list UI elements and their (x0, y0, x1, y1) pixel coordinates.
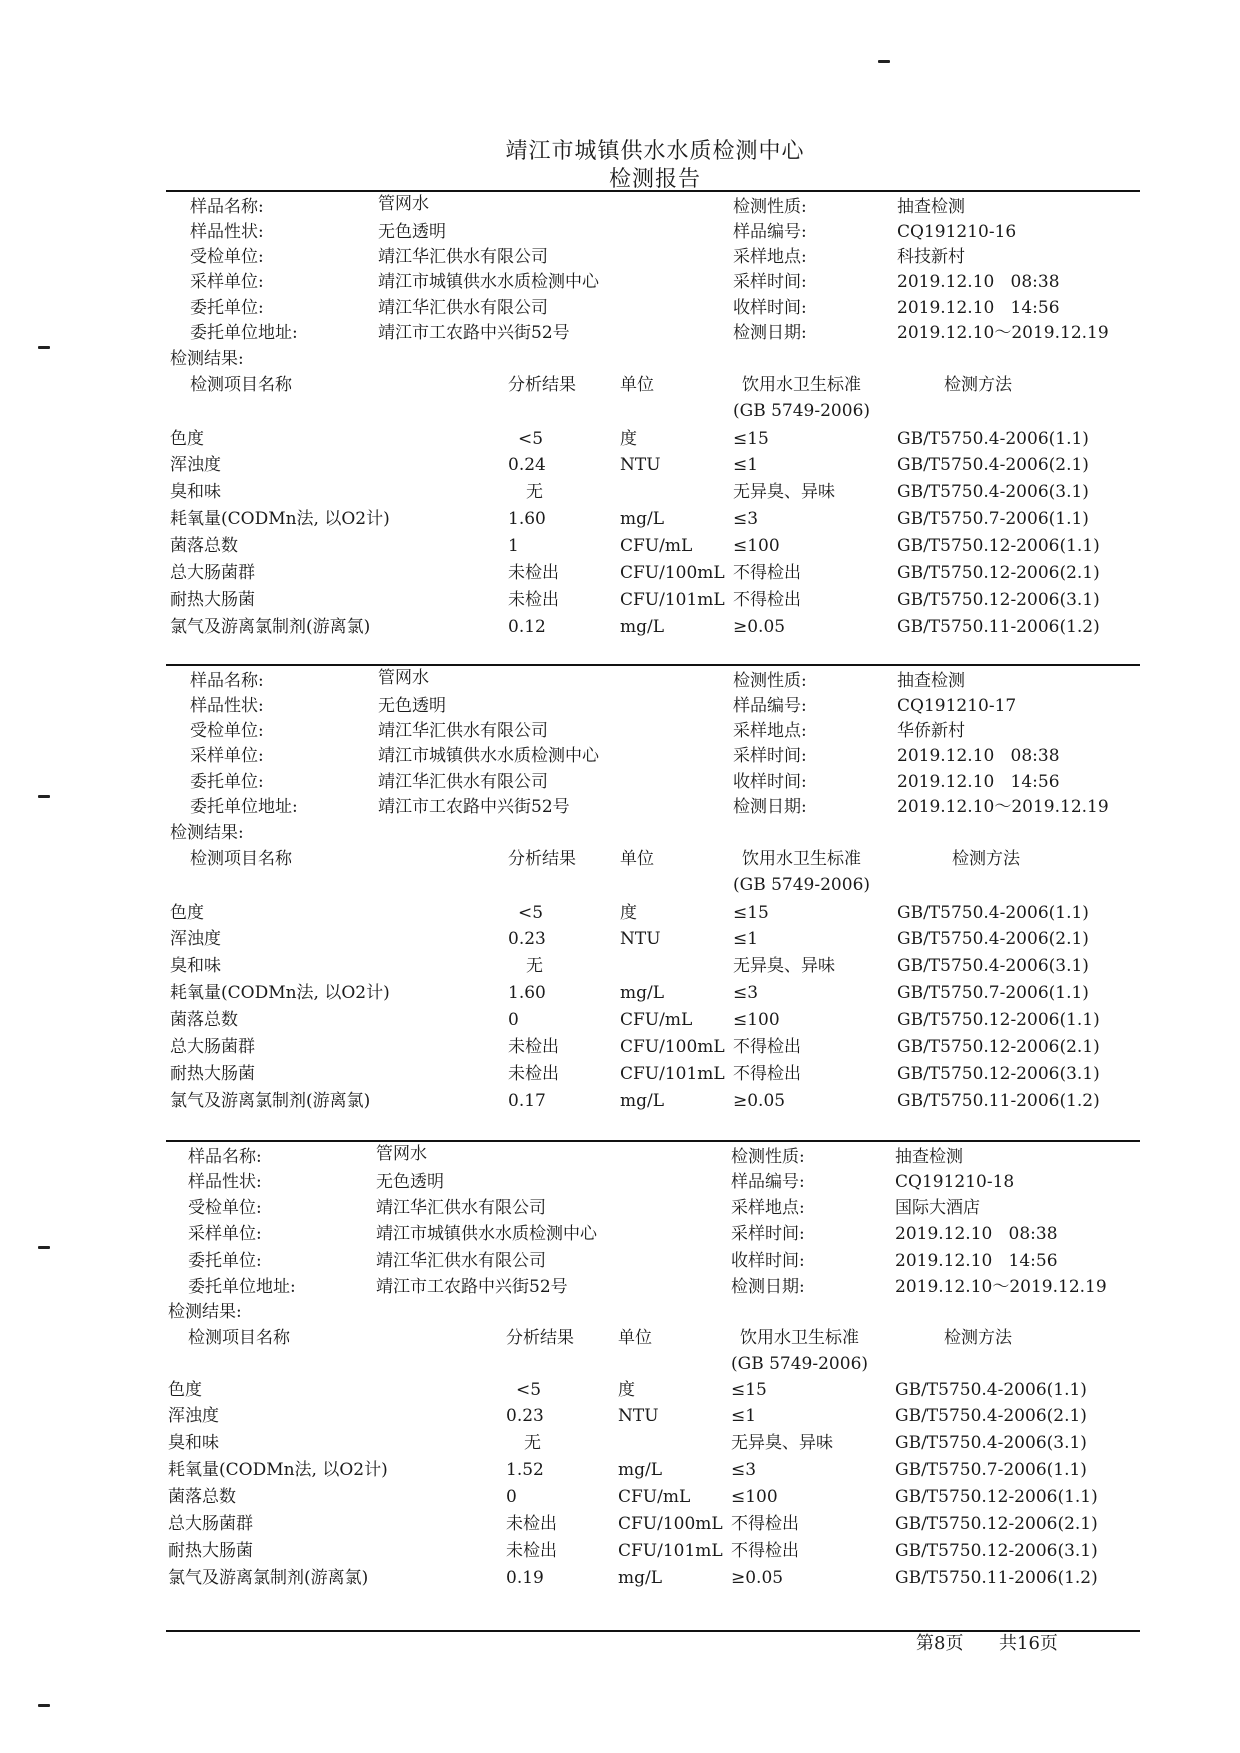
client-address-value: 靖江市工农路中兴街52号 (378, 797, 570, 817)
sample-no-value: CQ191210-18 (895, 1172, 1015, 1192)
sampling-unit-value: 靖江市城镇供水水质检测中心 (378, 272, 599, 292)
sample-property-value: 无色透明 (376, 1172, 444, 1192)
label-test-nature: 检测性质: (733, 671, 807, 691)
row-method: GB/T5750.7-2006(1.1) (897, 509, 1089, 529)
header-result: 分析结果 (508, 849, 576, 869)
client-unit-value: 靖江华汇供水有限公司 (376, 1251, 546, 1271)
label-test-nature: 检测性质: (731, 1147, 805, 1167)
sample-name-value: 管网水 (376, 1144, 427, 1164)
row-method: GB/T5750.4-2006(1.1) (897, 429, 1089, 449)
row-unit: CFU/101mL (620, 1064, 725, 1084)
label-client-unit: 委托单位: (190, 298, 264, 318)
section-divider (166, 190, 1140, 192)
row-item: 色度 (170, 903, 204, 923)
row-unit: CFU/100mL (618, 1514, 723, 1534)
row-unit: mg/L (618, 1460, 663, 1480)
row-result: 0.23 (506, 1406, 544, 1426)
header-unit: 单位 (620, 375, 654, 395)
client-unit-value: 靖江华汇供水有限公司 (378, 772, 548, 792)
row-item: 氯气及游离氯制剂(游离氯) (168, 1568, 369, 1588)
header-unit: 单位 (620, 849, 654, 869)
label-client-address: 委托单位地址: (188, 1277, 296, 1297)
row-result: 未检出 (508, 563, 559, 583)
sampling-site-value: 华侨新村 (897, 721, 965, 741)
label-sample-name: 样品名称: (190, 197, 264, 217)
row-unit: mg/L (620, 1091, 665, 1111)
receive-time-value: 2019.12.10 14:56 (895, 1251, 1058, 1271)
row-standard: 无异臭、异味 (733, 482, 835, 502)
row-unit: 度 (620, 429, 637, 449)
row-method: GB/T5750.12-2006(3.1) (895, 1541, 1098, 1561)
row-method: GB/T5750.12-2006(3.1) (897, 590, 1100, 610)
row-unit: mg/L (620, 617, 665, 637)
label-sample-property: 样品性状: (190, 222, 264, 242)
row-result: 0.24 (508, 455, 546, 475)
header-method: 检测方法 (944, 375, 1012, 395)
row-standard: ≤1 (731, 1406, 757, 1426)
row-result: 0.19 (506, 1568, 544, 1588)
row-method: GB/T5750.4-2006(2.1) (897, 455, 1089, 475)
row-item: 耗氧量(CODMn法, 以O2计) (170, 509, 390, 529)
row-result: 1.60 (508, 509, 546, 529)
label-results: 检测结果: (168, 1302, 242, 1322)
row-method: GB/T5750.11-2006(1.2) (897, 617, 1100, 637)
row-unit: CFU/100mL (620, 563, 725, 583)
row-unit: 度 (618, 1380, 635, 1400)
row-result: 1.52 (506, 1460, 544, 1480)
report-subtitle: 检测报告 (608, 167, 701, 192)
row-standard: ≤3 (733, 983, 759, 1003)
row-method: GB/T5750.4-2006(3.1) (895, 1433, 1087, 1453)
row-standard: ≤3 (731, 1460, 757, 1480)
label-sample-no: 样品编号: (733, 222, 807, 242)
row-result: 无 (526, 956, 543, 976)
page-total: 共16页 (999, 1633, 1058, 1654)
row-standard: ≤1 (733, 929, 759, 949)
test-date-value: 2019.12.10～2019.12.19 (895, 1277, 1107, 1297)
label-client-unit: 委托单位: (190, 772, 264, 792)
row-result: 0 (508, 1010, 519, 1030)
row-result: 未检出 (506, 1541, 557, 1561)
row-unit: 度 (620, 903, 637, 923)
row-result: 1.60 (508, 983, 546, 1003)
header-method: 检测方法 (952, 849, 1020, 869)
header-standard: 饮用水卫生标准 (742, 849, 861, 869)
client-address-value: 靖江市工农路中兴街52号 (376, 1277, 568, 1297)
row-item: 耗氧量(CODMn法, 以O2计) (170, 983, 390, 1003)
row-item: 菌落总数 (170, 1010, 238, 1030)
row-standard: ≤3 (733, 509, 759, 529)
row-item: 耗氧量(CODMn法, 以O2计) (168, 1460, 388, 1480)
row-method: GB/T5750.11-2006(1.2) (895, 1568, 1098, 1588)
row-method: GB/T5750.4-2006(3.1) (897, 482, 1089, 502)
label-sample-name: 样品名称: (188, 1147, 262, 1167)
receive-time-value: 2019.12.10 14:56 (897, 298, 1060, 318)
row-standard: ≤15 (731, 1380, 767, 1400)
row-method: GB/T5750.4-2006(2.1) (897, 929, 1089, 949)
header-item: 检测项目名称 (190, 849, 292, 869)
section-divider (166, 1140, 1140, 1142)
row-method: GB/T5750.12-2006(3.1) (897, 1064, 1100, 1084)
row-unit: mg/L (620, 983, 665, 1003)
row-item: 菌落总数 (170, 536, 238, 556)
scan-mark (38, 346, 50, 349)
row-item: 耐热大肠菌 (170, 1064, 255, 1084)
row-standard: 不得检出 (733, 590, 801, 610)
scan-mark (878, 60, 890, 63)
row-unit: NTU (618, 1406, 659, 1426)
sample-property-value: 无色透明 (378, 696, 446, 716)
row-item: 耐热大肠菌 (168, 1541, 253, 1561)
row-result: 0 (506, 1487, 517, 1507)
inspected-unit-value: 靖江华汇供水有限公司 (378, 247, 548, 267)
row-standard: ≤15 (733, 903, 769, 923)
label-inspected-unit: 受检单位: (190, 721, 264, 741)
header-result: 分析结果 (506, 1328, 574, 1348)
page-number: 第8页 (916, 1633, 964, 1654)
row-result: <5 (518, 429, 544, 449)
row-unit: CFU/100mL (620, 1037, 725, 1057)
row-item: 总大肠菌群 (170, 563, 255, 583)
test-date-value: 2019.12.10～2019.12.19 (897, 323, 1109, 343)
row-unit: CFU/mL (618, 1487, 691, 1507)
label-sampling-time: 采样时间: (733, 272, 807, 292)
row-standard: 不得检出 (731, 1541, 799, 1561)
label-sampling-unit: 采样单位: (188, 1224, 262, 1244)
row-item: 臭和味 (170, 956, 221, 976)
label-sampling-unit: 采样单位: (190, 272, 264, 292)
label-sampling-site: 采样地点: (733, 247, 807, 267)
row-method: GB/T5750.12-2006(1.1) (897, 536, 1100, 556)
label-sample-property: 样品性状: (188, 1172, 262, 1192)
label-inspected-unit: 受检单位: (188, 1198, 262, 1218)
row-item: 色度 (168, 1380, 202, 1400)
row-result: 未检出 (508, 1064, 559, 1084)
sample-name-value: 管网水 (378, 668, 429, 688)
row-method: GB/T5750.12-2006(2.1) (895, 1514, 1098, 1534)
row-method: GB/T5750.4-2006(1.1) (897, 903, 1089, 923)
sampling-unit-value: 靖江市城镇供水水质检测中心 (378, 746, 599, 766)
row-item: 臭和味 (168, 1433, 219, 1453)
row-standard: 无异臭、异味 (733, 956, 835, 976)
row-item: 总大肠菌群 (168, 1514, 253, 1534)
row-standard: ≥0.05 (731, 1568, 784, 1588)
report-title: 靖江市城镇供水水质检测中心 (505, 139, 805, 164)
row-method: GB/T5750.11-2006(1.2) (897, 1091, 1100, 1111)
row-unit: CFU/mL (620, 536, 693, 556)
row-item: 氯气及游离氯制剂(游离氯) (170, 617, 371, 637)
row-result: 未检出 (508, 1037, 559, 1057)
row-unit: NTU (620, 455, 661, 475)
row-result: 0.12 (508, 617, 546, 637)
sampling-time-value: 2019.12.10 08:38 (897, 746, 1060, 766)
label-sample-property: 样品性状: (190, 696, 264, 716)
row-unit: CFU/mL (620, 1010, 693, 1030)
row-method: GB/T5750.7-2006(1.1) (897, 983, 1089, 1003)
sample-property-value: 无色透明 (378, 222, 446, 242)
row-unit: mg/L (618, 1568, 663, 1588)
row-method: GB/T5750.12-2006(1.1) (895, 1487, 1098, 1507)
row-item: 总大肠菌群 (170, 1037, 255, 1057)
label-sampling-site: 采样地点: (731, 1198, 805, 1218)
row-result: 1 (508, 536, 519, 556)
header-standard: 饮用水卫生标准 (740, 1328, 859, 1348)
sample-no-value: CQ191210-17 (897, 696, 1017, 716)
label-client-unit: 委托单位: (188, 1251, 262, 1271)
row-standard: 不得检出 (733, 563, 801, 583)
row-method: GB/T5750.4-2006(2.1) (895, 1406, 1087, 1426)
row-unit: CFU/101mL (620, 590, 725, 610)
row-item: 色度 (170, 429, 204, 449)
row-result: 无 (526, 482, 543, 502)
inspected-unit-value: 靖江华汇供水有限公司 (376, 1198, 546, 1218)
client-address-value: 靖江市工农路中兴街52号 (378, 323, 570, 343)
label-sampling-time: 采样时间: (733, 746, 807, 766)
row-standard: ≤100 (733, 1010, 780, 1030)
row-standard: ≥0.05 (733, 617, 786, 637)
sampling-site-value: 国际大酒店 (895, 1198, 980, 1218)
row-method: GB/T5750.12-2006(1.1) (897, 1010, 1100, 1030)
sample-no-value: CQ191210-16 (897, 222, 1017, 242)
row-unit: CFU/101mL (618, 1541, 723, 1561)
row-standard: 不得检出 (733, 1037, 801, 1057)
row-result: 0.17 (508, 1091, 546, 1111)
row-standard: ≤100 (733, 536, 780, 556)
row-unit: mg/L (620, 509, 665, 529)
header-standard: 饮用水卫生标准 (742, 375, 861, 395)
label-results: 检测结果: (170, 823, 244, 843)
test-nature-value: 抽查检测 (897, 671, 965, 691)
label-receive-time: 收样时间: (733, 298, 807, 318)
label-receive-time: 收样时间: (733, 772, 807, 792)
row-method: GB/T5750.4-2006(3.1) (897, 956, 1089, 976)
label-test-nature: 检测性质: (733, 197, 807, 217)
label-test-date: 检测日期: (731, 1277, 805, 1297)
row-standard: 不得检出 (731, 1514, 799, 1534)
row-result: <5 (518, 903, 544, 923)
label-test-date: 检测日期: (733, 323, 807, 343)
row-standard: ≤100 (731, 1487, 778, 1507)
row-item: 耐热大肠菌 (170, 590, 255, 610)
row-result: 无 (524, 1433, 541, 1453)
row-standard: ≤15 (733, 429, 769, 449)
row-item: 氯气及游离氯制剂(游离氯) (170, 1091, 371, 1111)
header-standard-sub: (GB 5749-2006) (731, 1354, 869, 1374)
label-client-address: 委托单位地址: (190, 797, 298, 817)
row-result: 0.23 (508, 929, 546, 949)
row-method: GB/T5750.7-2006(1.1) (895, 1460, 1087, 1480)
receive-time-value: 2019.12.10 14:56 (897, 772, 1060, 792)
row-item: 浑浊度 (170, 929, 221, 949)
sampling-time-value: 2019.12.10 08:38 (895, 1224, 1058, 1244)
header-item: 检测项目名称 (188, 1328, 290, 1348)
test-nature-value: 抽查检测 (897, 197, 965, 217)
header-unit: 单位 (618, 1328, 652, 1348)
header-standard-sub: (GB 5749-2006) (733, 401, 871, 421)
test-date-value: 2019.12.10～2019.12.19 (897, 797, 1109, 817)
label-sample-no: 样品编号: (731, 1172, 805, 1192)
row-result: 未检出 (508, 590, 559, 610)
row-standard: ≥0.05 (733, 1091, 786, 1111)
header-method: 检测方法 (944, 1328, 1012, 1348)
label-sampling-time: 采样时间: (731, 1224, 805, 1244)
row-item: 浑浊度 (168, 1406, 219, 1426)
header-item: 检测项目名称 (190, 375, 292, 395)
row-standard: ≤1 (733, 455, 759, 475)
sample-name-value: 管网水 (378, 194, 429, 214)
row-standard: 不得检出 (733, 1064, 801, 1084)
label-client-address: 委托单位地址: (190, 323, 298, 343)
row-result: <5 (516, 1380, 542, 1400)
test-nature-value: 抽查检测 (895, 1147, 963, 1167)
label-receive-time: 收样时间: (731, 1251, 805, 1271)
label-sample-name: 样品名称: (190, 671, 264, 691)
label-test-date: 检测日期: (733, 797, 807, 817)
row-method: GB/T5750.4-2006(1.1) (895, 1380, 1087, 1400)
sampling-site-value: 科技新村 (897, 247, 965, 267)
footer-divider (166, 1630, 1140, 1632)
row-standard: 无异臭、异味 (731, 1433, 833, 1453)
row-item: 臭和味 (170, 482, 221, 502)
sampling-time-value: 2019.12.10 08:38 (897, 272, 1060, 292)
label-sample-no: 样品编号: (733, 696, 807, 716)
inspected-unit-value: 靖江华汇供水有限公司 (378, 721, 548, 741)
scan-mark (38, 1246, 50, 1249)
label-sampling-unit: 采样单位: (190, 746, 264, 766)
row-item: 浑浊度 (170, 455, 221, 475)
row-result: 未检出 (506, 1514, 557, 1534)
label-inspected-unit: 受检单位: (190, 247, 264, 267)
header-result: 分析结果 (508, 375, 576, 395)
sampling-unit-value: 靖江市城镇供水水质检测中心 (376, 1224, 597, 1244)
label-sampling-site: 采样地点: (733, 721, 807, 741)
label-results: 检测结果: (170, 349, 244, 369)
row-item: 菌落总数 (168, 1487, 236, 1507)
client-unit-value: 靖江华汇供水有限公司 (378, 298, 548, 318)
row-method: GB/T5750.12-2006(2.1) (897, 1037, 1100, 1057)
scan-mark (38, 795, 50, 798)
scan-mark (38, 1704, 50, 1707)
row-unit: NTU (620, 929, 661, 949)
section-divider (166, 664, 1140, 666)
row-method: GB/T5750.12-2006(2.1) (897, 563, 1100, 583)
header-standard-sub: (GB 5749-2006) (733, 875, 871, 895)
